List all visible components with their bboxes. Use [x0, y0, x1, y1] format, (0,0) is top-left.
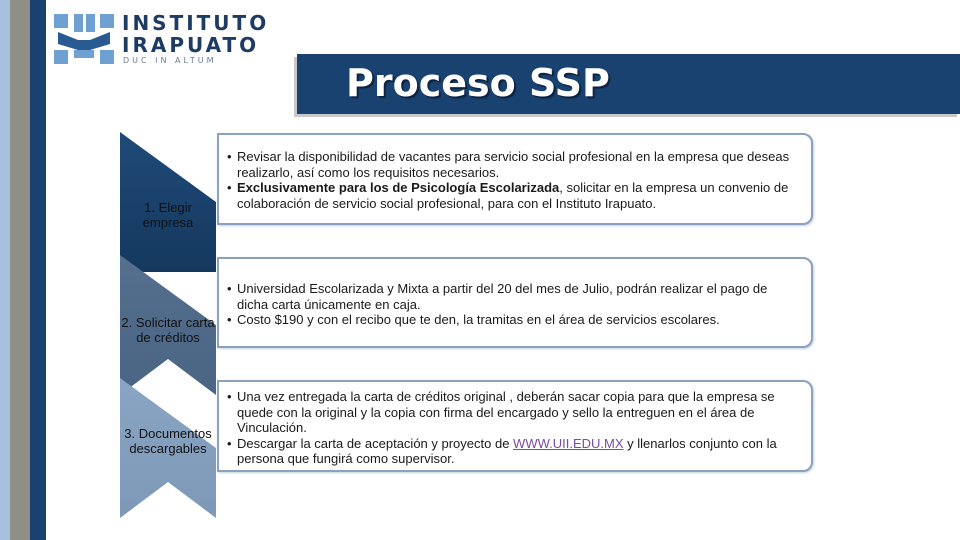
logo-name-line1: INSTITUTO: [122, 11, 270, 35]
step-3-bullet-1: • Una vez entregada la carta de créditos original , deberán sacar copia para que la empresa se quede con la original y la copia con firma del encargado y sello la entreguen en el área de Vinculación.: [219, 389, 801, 436]
step-3-bullet-2: [219, 436, 801, 467]
step-1-bullet-2: [219, 180, 801, 211]
step-2-bullet-1: • Universidad Escolarizada y Mixta a partir del 20 del mes de Julio, podrán realizar el pago de dicha carta únicamente en caja.: [219, 281, 801, 312]
left-stripe-navy: [30, 0, 46, 540]
step-3-box: [217, 380, 813, 472]
left-stripe-gray: [10, 0, 30, 540]
website-link[interactable]: WWW.UII.EDU.MX: [513, 435, 624, 451]
step-1-chevron: [120, 132, 216, 272]
step-2-bullet-2: • Costo $190 y con el recibo que te den, la tramitas en el área de servicios escolares.: [219, 312, 801, 328]
step-3-label: 3. Documentos descargables: [124, 426, 212, 456]
step-3-chevron: [120, 378, 216, 518]
step-1-bullet-2-text: , solicitar en la empresa un convenio de colaboración de servicio social profesional, para con el Instituto Irapuato.: [237, 180, 789, 211]
step-1-box: [217, 133, 813, 225]
logo-motto: DUC IN ALTUM: [123, 56, 217, 65]
step-3-bullet-2-after: y llenarlos conjunto con la persona que fungirá como supervisor.: [237, 435, 777, 466]
step-3-bullet-2-before: Descargar la carta de aceptación y proyecto de: [237, 435, 514, 451]
step-1-bullet-1: • Revisar la disponibilidad de vacantes para servicio social profesional en la empresa que deseas realizarlo, así como los requisitos necesarios.: [219, 149, 801, 180]
step-2-box: [217, 257, 813, 348]
title-bar: [297, 54, 960, 114]
left-stripe-light: [0, 0, 10, 540]
institute-emblem-icon: [52, 10, 116, 66]
institute-logo: [52, 10, 272, 66]
logo-name-line2: IRAPUATO: [122, 33, 260, 57]
step-1-label: 1. Elegir empresa: [142, 200, 194, 230]
step-1-bullet-2-bold: Exclusivamente para los de Psicología Escolarizada: [237, 180, 560, 195]
slide-title: Proceso SSP: [346, 61, 610, 105]
step-2-chevron: [120, 255, 216, 395]
step-2-label: 2. Solicitar carta de créditos: [121, 315, 215, 345]
